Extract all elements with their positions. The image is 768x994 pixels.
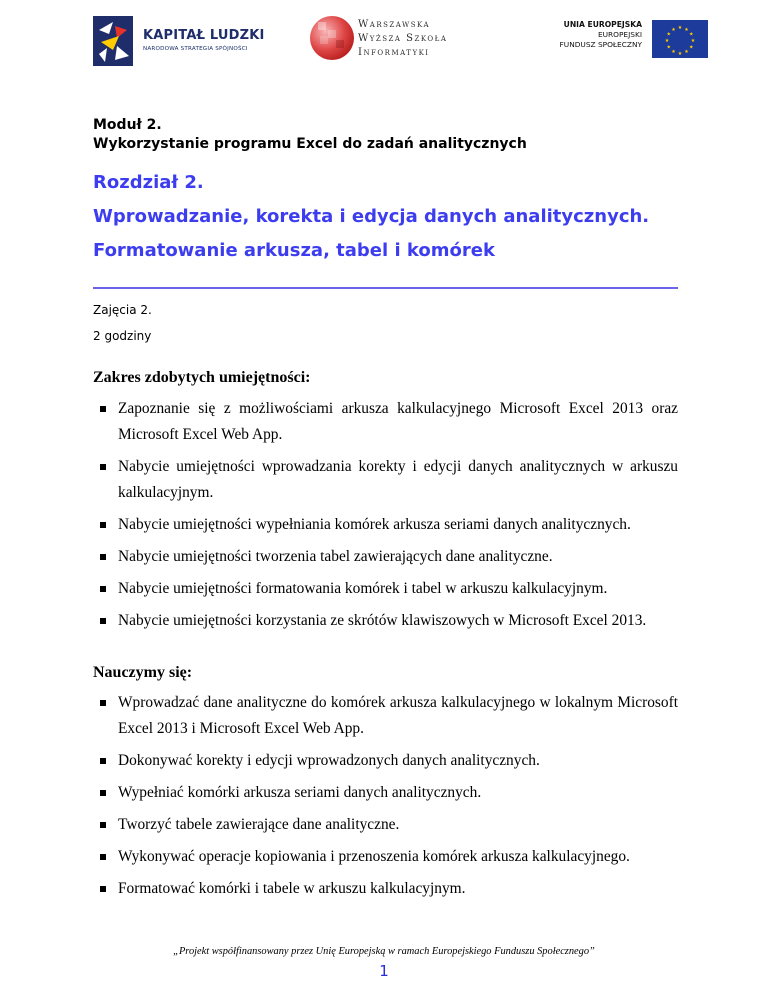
list-item: Zapoznanie się z możliwościami arkusza kalkulacyjnego Microsoft Excel 2013 oraz Microsoft Excel Web App. <box>93 396 678 448</box>
svg-text:★: ★ <box>666 44 672 51</box>
svg-text:★: ★ <box>664 38 670 44</box>
kapital-ludzki-subtitle: NARODOWA STRATEGIA SPÓJNOŚCI <box>143 46 248 52</box>
list-item: Nabycie umiejętności wprowadzania korekty i edycji danych analitycznych w arkuszu kalkulacyjnym. <box>93 454 678 506</box>
list-item: Nabycie umiejętności korzystania ze skrótów klawiszowych w Microsoft Excel 2013. <box>93 608 678 634</box>
list-item: Dokonywać korekty i edycji wprowadzonych danych analitycznych. <box>93 748 678 774</box>
kapital-ludzki-mark-icon <box>93 16 137 66</box>
chapter-title-line2: Formatowanie arkusza, tabel i komórek <box>93 240 495 261</box>
svg-text:★: ★ <box>671 49 676 56</box>
wwsi-sphere-icon <box>310 16 354 60</box>
svg-text:★: ★ <box>684 49 689 56</box>
eu-logo <box>540 20 696 58</box>
skills-heading: Zakres zdobytych umiejętności: <box>93 369 311 386</box>
page-header <box>0 0 768 80</box>
eu-flag-icon <box>652 20 708 58</box>
module-label: Moduł 2. <box>93 117 162 133</box>
learn-heading: Nauczymy się: <box>93 664 193 681</box>
page-number: 1 <box>379 962 389 980</box>
list-item: Tworzyć tabele zawierające dane analityczne. <box>93 812 678 838</box>
kapital-ludzki-logo <box>93 14 263 66</box>
skills-list <box>93 396 678 640</box>
module-title: Wykorzystanie programu Excel do zadań analitycznych <box>93 136 527 152</box>
lesson-number: Zajęcia 2. <box>93 303 152 317</box>
chapter-label: Rozdział 2. <box>93 172 204 193</box>
kapital-ludzki-title: KAPITAŁ LUDZKI <box>143 28 265 43</box>
lesson-duration: 2 godziny <box>93 329 152 343</box>
eu-text: UNIA EUROPEJSKA EUROPEJSKI FUNDUSZ SPOŁECZNY <box>559 20 642 49</box>
svg-text:★: ★ <box>688 44 694 51</box>
list-item: Nabycie umiejętności wypełniania komórek arkusza seriami danych analitycznych. <box>93 512 678 538</box>
list-item: Wykonywać operacje kopiowania i przenoszenia komórek arkusza kalkulacyjnego. <box>93 844 678 870</box>
svg-text:★: ★ <box>677 51 683 57</box>
list-item: Nabycie umiejętności formatowania komórek i tabel w arkuszu kalkulacyjnym. <box>93 576 678 602</box>
learn-list <box>93 690 678 908</box>
chapter-title-line1: Wprowadzanie, korekta i edycja danych analitycznych. <box>93 206 650 227</box>
svg-text:★: ★ <box>666 31 672 38</box>
wwsi-logo <box>310 16 460 62</box>
list-item: Nabycie umiejętności tworzenia tabel zawierających dane analityczne. <box>93 544 678 570</box>
wwsi-name: Warszawska Wyższa Szkoła Informatyki <box>358 19 448 58</box>
footer-note: „Projekt współfinansowany przez Unię Europejską w ramach Europejskiego Funduszu Społecznego” <box>173 946 595 957</box>
list-item: Wprowadzać dane analityczne do komórek arkusza kalkulacyjnego w lokalnym Microsoft Excel 2013 i Microsoft Excel Web App. <box>93 690 678 742</box>
list-item: Formatować komórki i tabele w arkuszu kalkulacyjnym. <box>93 876 678 902</box>
svg-text:★: ★ <box>671 26 676 33</box>
svg-text:★: ★ <box>684 26 689 33</box>
list-item: Wypełniać komórki arkusza seriami danych analitycznych. <box>93 780 678 806</box>
svg-text:★: ★ <box>690 38 696 44</box>
svg-text:★: ★ <box>677 25 683 31</box>
svg-text:★: ★ <box>688 31 694 38</box>
divider <box>93 287 678 289</box>
